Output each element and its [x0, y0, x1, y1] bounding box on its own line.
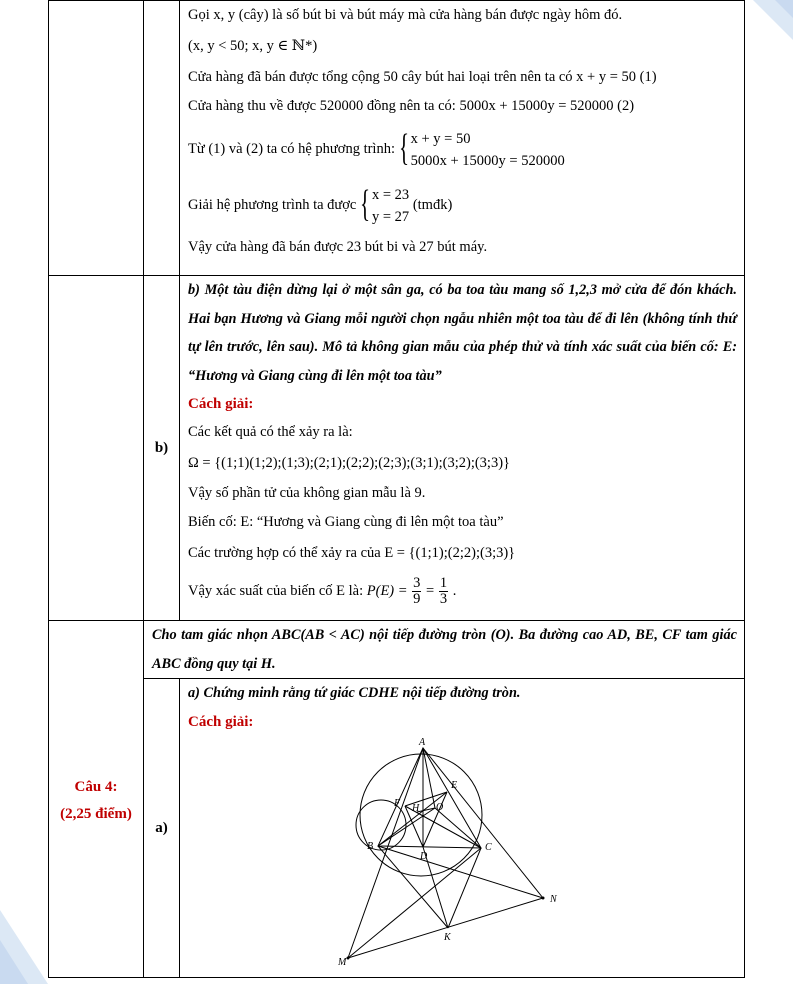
question-points: (2,25 điểm) [60, 806, 132, 822]
label-m: M [337, 956, 346, 968]
system-equation: y = 27 [372, 208, 410, 225]
cell-question-4-problem [144, 621, 745, 679]
row-part-b [49, 276, 745, 621]
equation-system-2 [360, 184, 409, 228]
label-o: O [435, 801, 443, 813]
altitude-be [378, 792, 447, 846]
label-c: C [484, 841, 492, 853]
period: . [452, 583, 457, 599]
condition-note: (tmđk) [412, 197, 453, 213]
geometry-figure [338, 736, 588, 968]
question-title: Câu 4: [74, 779, 118, 795]
segment-mn [348, 898, 543, 958]
cell-part-b-solution [180, 276, 745, 621]
sample-space-formula: Ω = {(1;1)(1;2);(1;3);(2;1);(2;2);(2;3);(3;1);(3;2);(3;3)} [188, 455, 510, 471]
label-f: F [393, 797, 400, 809]
fraction-numerator: 3 [413, 575, 421, 592]
cell-empty-2 [144, 1, 180, 276]
equation-system-1 [399, 128, 565, 172]
answer-sheet [48, 0, 745, 975]
system-equation: x + y = 50 [410, 130, 471, 147]
label-a: A [418, 736, 425, 748]
probability-line [188, 569, 737, 613]
label-b: B [366, 840, 373, 852]
point-m [346, 956, 349, 959]
segment-an [423, 748, 543, 898]
condition-line: (x, y < 50; x, y ∈ ℕ*) [188, 38, 318, 54]
system-line-1 [188, 121, 737, 177]
text-line: Biến cố: E: “Hương và Giang cùng đi lên một toa tàu” [188, 514, 504, 530]
text-line: Gọi x, y (cây) là số bút bi và bút máy mà cửa hàng bán được ngày hôm đó. [188, 7, 623, 23]
solution-table [48, 0, 745, 978]
system-prefix: Giải hệ phương trình ta được [188, 197, 357, 213]
problem-statement-b: b) Một tàu điện dừng lại ở một sân ga, có ba toa tàu mang số 1,2,3 mở cửa để đón khách. Hai bạn Hương và Giang mỗi người chọn ngẫu nhiên một toa tàu để đi lên (không tính thứ tự lên trước, lên sau). Mô tả không gian mẫu của phép thử và tính xác suất của biến cố: E: “Hương và Giang cùng đi lên một toa tàu” [188, 282, 737, 384]
system-line-2 [188, 177, 737, 233]
fraction-numerator: 1 [439, 575, 448, 592]
fraction-denominator: 9 [413, 591, 421, 608]
question-4-label-cell [49, 621, 144, 978]
row-part-a-upper [49, 1, 745, 276]
label-n: N [549, 893, 557, 905]
cell-empty-1 [49, 1, 144, 276]
row-question-4-part-a [49, 679, 745, 978]
probability-prefix: Vậy xác suất của biến cố E là: [188, 583, 364, 599]
system-prefix: Từ (1) và (2) ta có hệ phương trình: [188, 141, 395, 157]
brace-icon: { [360, 182, 371, 225]
conclusion-line: Vậy cửa hàng đã bán được 23 bút bi và 27 bút máy. [188, 239, 488, 255]
fraction [412, 576, 421, 607]
label-k: K [443, 931, 451, 943]
text-line: Các kết quả có thể xảy ra là: [188, 424, 353, 440]
cell-part-a-solution [180, 1, 745, 276]
problem-statement-4: Cho tam giác nhọn ABC(AB < AC) nội tiếp đường tròn (O). Ba đường cao AD, BE, CF tam giác ABC đồng quy tại H. [152, 627, 737, 672]
segment-bk [378, 846, 448, 928]
point-n [541, 896, 544, 899]
segment-bn [378, 846, 543, 898]
figure-labels [338, 737, 558, 968]
text-line: Cửa hàng đã bán được tổng cộng 50 cây bút hai loại trên nên ta có x + y = 50 (1) [188, 69, 657, 85]
probability-formula: P(E) = [366, 583, 408, 599]
problem-statement-4a: a) Chứng minh rằng tứ giác CDHE nội tiếp đường tròn. [188, 685, 521, 701]
label-d: D [419, 850, 427, 862]
solution-heading: Cách giải: [188, 396, 254, 412]
cell-empty-3 [49, 276, 144, 621]
part-a-label: a) [144, 679, 180, 978]
system-equation: x = 23 [372, 186, 410, 203]
system-equation: 5000x + 15000y = 520000 [410, 152, 565, 169]
segment-co [435, 808, 481, 848]
text-line: Cửa hàng thu về được 520000 đồng nên ta có: 5000x + 15000y = 520000 (2) [188, 98, 635, 114]
label-h: H [411, 802, 419, 814]
segment-ck [448, 848, 481, 928]
brace-icon: { [398, 126, 409, 169]
fraction [439, 576, 448, 607]
segment-de [423, 792, 447, 847]
row-question-4-statement [49, 621, 745, 679]
part-b-label: b) [144, 276, 180, 621]
geometry-figure-wrapper [188, 736, 737, 973]
equals-sign: = [426, 583, 435, 599]
fraction-denominator: 3 [439, 591, 448, 608]
solution-heading: Cách giải: [188, 713, 254, 730]
cell-question-4a-solution [180, 679, 745, 978]
label-e: E [450, 779, 457, 791]
event-formula: Các trường hợp có thể xảy ra của E = {(1;1);(2;2);(3;3)} [188, 545, 516, 561]
text-line: Vậy số phần tử của không gian mẫu là 9. [188, 485, 426, 501]
